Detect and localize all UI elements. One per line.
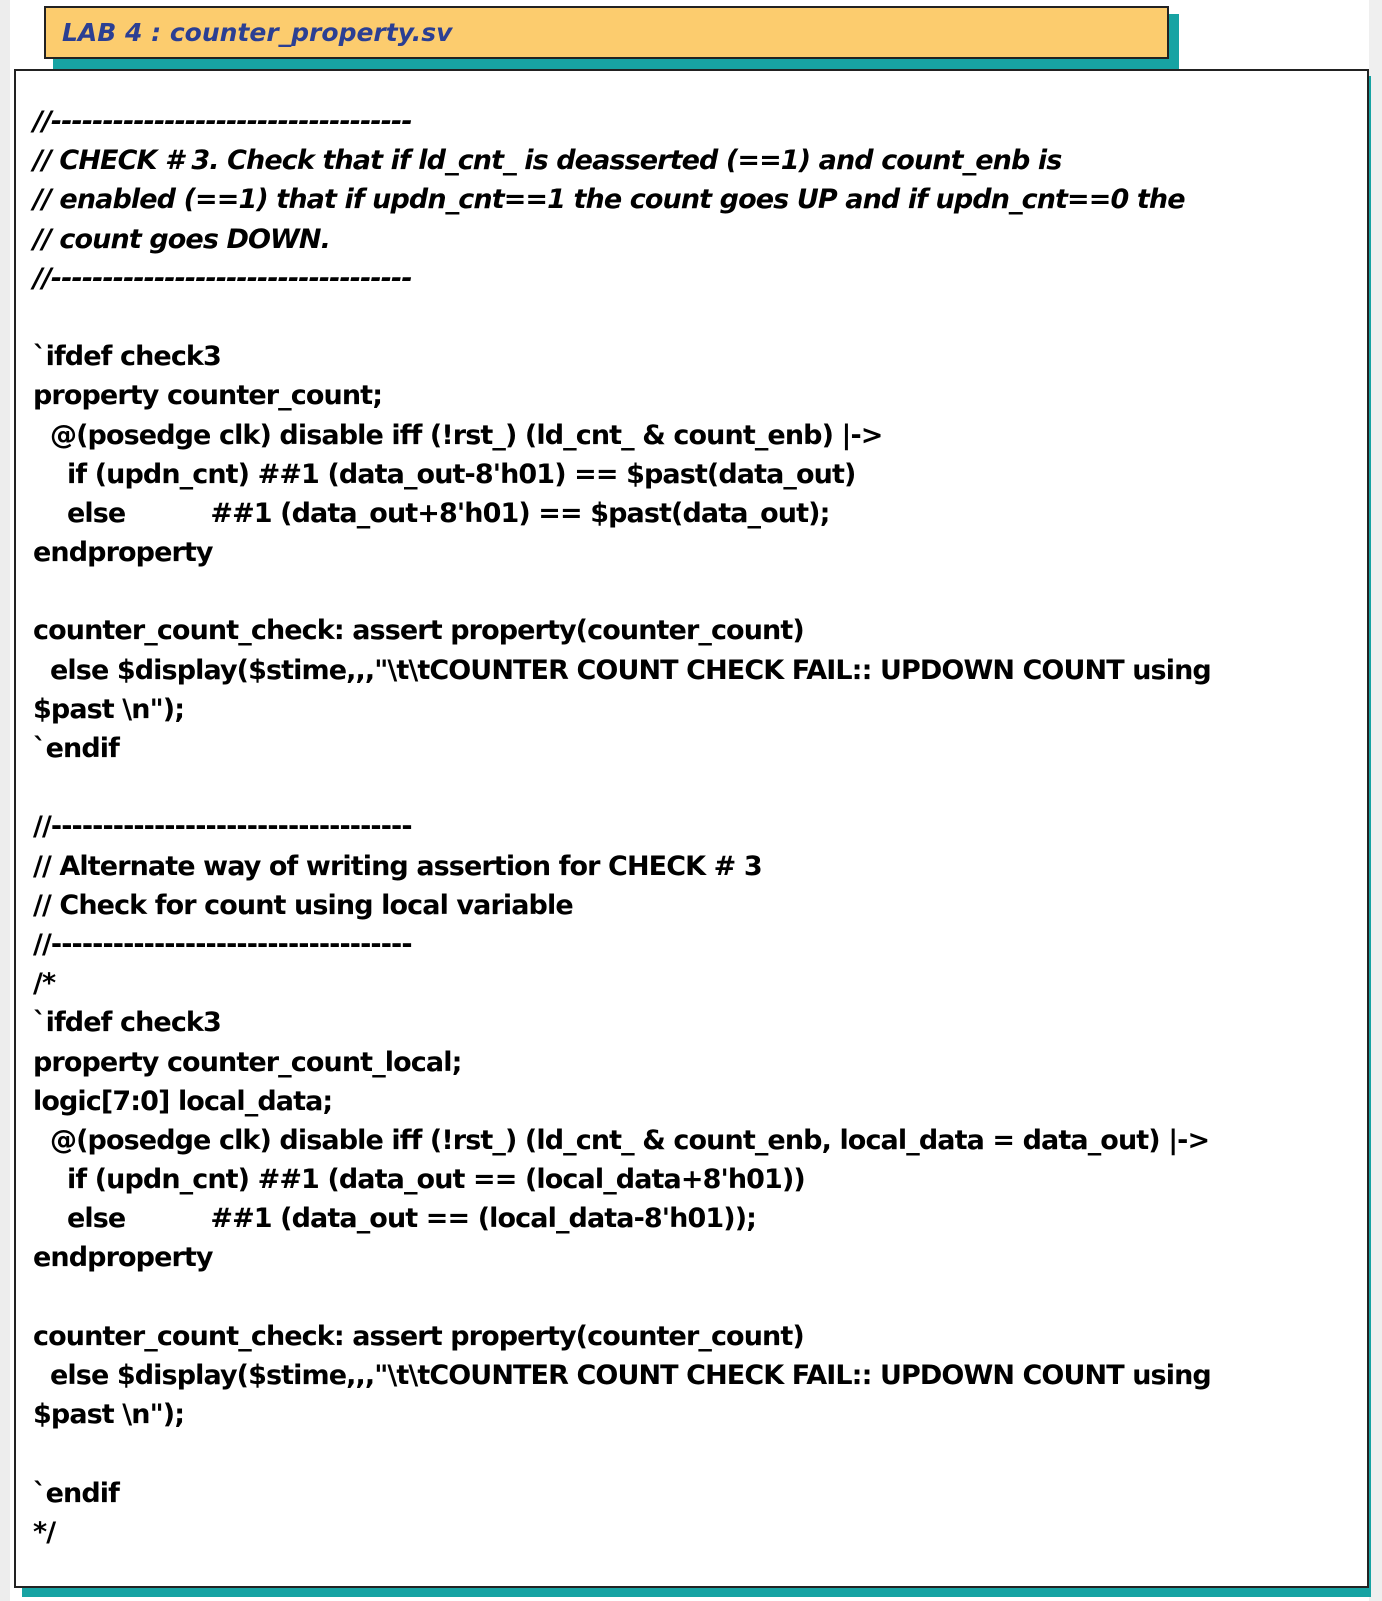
page-title: LAB 4 : counter_property.sv [62, 18, 453, 47]
code-line: else $display($stime,,,"\t\tCOUNTER COUNT CHECK FAIL:: UPDOWN COUNT using [33, 654, 1211, 686]
code-line: else ##1 (data_out == (local_data-8'h01)); [33, 1203, 757, 1235]
code-line: $past \n"); [33, 1399, 185, 1431]
code-line: if (updn_cnt) ##1 (data_out == (local_data+8'h01)) [33, 1164, 805, 1196]
code-line: // Check for count using local variable [33, 889, 573, 921]
code-listing [33, 102, 1211, 1552]
code-line: $past \n"); [33, 693, 185, 725]
code-line: if (updn_cnt) ##1 (data_out-8'h01) == $past(data_out) [33, 458, 856, 490]
code-line: `ifdef check3 [33, 341, 221, 373]
code-line: logic[7:0] local_data; [33, 1085, 333, 1117]
code-panel [14, 69, 1369, 1588]
code-line [33, 298, 1211, 337]
left-margin-strip [0, 0, 10, 1601]
code-line [33, 572, 1211, 611]
code-line: property counter_count; [33, 380, 383, 412]
code-line [33, 1278, 1211, 1317]
code-line: else $display($stime,,,"\t\tCOUNTER COUNT CHECK FAIL:: UPDOWN COUNT using [33, 1360, 1211, 1391]
code-line: counter_count_check: assert property(counter_count) [33, 615, 804, 647]
code-line: // count goes DOWN. [33, 223, 330, 255]
code-line: //----------------------------------- [33, 811, 412, 843]
code-line: @(posedge clk) disable iff (!rst_) (ld_cnt_ & count_enb, local_data = data_out) |-> [33, 1124, 1210, 1156]
code-line: //----------------------------------- [33, 928, 412, 960]
code-line: // enabled (==1) that if updn_cnt==1 the count goes UP and if updn_cnt==0 the [33, 184, 1185, 216]
code-line [33, 768, 1211, 807]
code-line: @(posedge clk) disable iff (!rst_) (ld_cnt_ & count_enb) |-> [33, 419, 883, 451]
title-banner [44, 6, 1169, 59]
code-line: */ [33, 1516, 56, 1548]
code-line: counter_count_check: assert property(counter_count) [33, 1320, 804, 1352]
code-line: `ifdef check3 [33, 1007, 221, 1039]
code-line: //----------------------------------- [33, 106, 412, 137]
code-line: `endif [33, 1477, 119, 1509]
code-line: endproperty [33, 1242, 213, 1274]
code-line: // Alternate way of writing assertion for CHECK # 3 [33, 850, 762, 882]
code-line: /* [33, 968, 56, 1000]
code-line [33, 1434, 1211, 1473]
code-line: else ##1 (data_out+8'h01) == $past(data_out); [33, 497, 830, 529]
code-line: //----------------------------------- [33, 262, 412, 294]
code-line: property counter_count_local; [33, 1046, 462, 1078]
code-line: // CHECK # 3. Check that if ld_cnt_ is deasserted (==1) and count_enb is [33, 145, 1062, 177]
code-line: `endif [33, 733, 119, 764]
code-line: endproperty [33, 537, 213, 569]
